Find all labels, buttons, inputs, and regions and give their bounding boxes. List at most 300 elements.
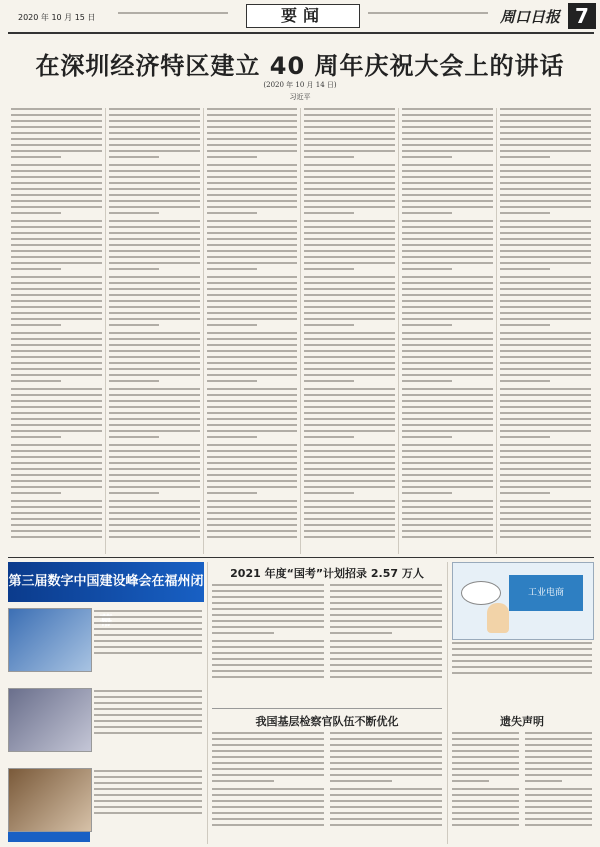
text-line [402, 424, 493, 426]
text-line [304, 318, 395, 320]
text-line [11, 312, 102, 314]
text-line [11, 220, 102, 222]
text-line [500, 418, 591, 420]
text-line [94, 634, 202, 636]
text-line [207, 182, 298, 184]
text-line [330, 806, 442, 808]
text-line [212, 794, 324, 796]
text-line [402, 282, 493, 284]
text-line [500, 232, 591, 234]
text-line [207, 164, 298, 166]
text-line [207, 524, 298, 526]
text-line [330, 590, 442, 592]
text-line [304, 474, 395, 476]
text-column [106, 108, 204, 554]
text-line [207, 108, 298, 110]
text-line [500, 424, 591, 426]
text-line [525, 788, 592, 790]
text-line [500, 406, 591, 408]
text-line [304, 126, 395, 128]
text-line [402, 524, 493, 526]
text-line [304, 418, 395, 420]
text-line [402, 156, 452, 158]
text-line [330, 794, 442, 796]
text-line [207, 412, 298, 414]
text-line [525, 800, 592, 802]
text-line [212, 756, 324, 758]
text-line [500, 220, 591, 222]
text-line [402, 294, 493, 296]
text-line [11, 306, 102, 308]
speech-bubble [461, 581, 501, 605]
text-line [207, 424, 298, 426]
text-line [109, 424, 200, 426]
text-line [207, 200, 298, 202]
text-line [452, 654, 592, 656]
text-line [304, 436, 354, 438]
text-line [452, 762, 519, 764]
text-line [109, 324, 159, 326]
text-line [304, 462, 395, 464]
text-line [304, 480, 395, 482]
text-line [207, 388, 298, 390]
text-line [11, 456, 102, 458]
text-line [207, 176, 298, 178]
text-line [11, 108, 102, 110]
text-line [94, 776, 202, 778]
text-line [452, 768, 519, 770]
text-line [207, 518, 298, 520]
text-line [207, 332, 298, 334]
text-line [109, 120, 200, 122]
text-line [330, 756, 442, 758]
story-body [212, 732, 442, 830]
text-line [500, 400, 591, 402]
text-line [11, 350, 102, 352]
text-line [402, 206, 493, 208]
text-line [11, 400, 102, 402]
text-line [402, 212, 452, 214]
text-line [330, 658, 442, 660]
notice-body [452, 732, 592, 830]
text-line [207, 394, 298, 396]
text-line [525, 824, 592, 826]
text-line [11, 430, 102, 432]
text-line [207, 232, 298, 234]
text-line [207, 262, 298, 264]
text-line [402, 486, 493, 488]
editor-credit [118, 12, 228, 18]
text-line [402, 450, 493, 452]
text-line [11, 518, 102, 520]
text-line [11, 188, 102, 190]
text-line [330, 626, 442, 628]
text-line [452, 794, 519, 796]
text-line [109, 394, 200, 396]
column-divider [207, 562, 208, 844]
contact-line [368, 12, 488, 18]
text-line [11, 226, 102, 228]
text-line [109, 144, 200, 146]
text-line [330, 750, 442, 752]
text-line [109, 108, 200, 110]
text-line [330, 632, 392, 634]
text-line [11, 200, 102, 202]
text-line [500, 182, 591, 184]
text-line [109, 536, 200, 538]
text-line [109, 176, 200, 178]
text-line [94, 628, 202, 630]
text-line [304, 206, 395, 208]
text-line [402, 306, 493, 308]
text-line [207, 238, 298, 240]
text-line [212, 652, 324, 654]
text-line [109, 200, 200, 202]
text-line [207, 456, 298, 458]
text-line [207, 380, 257, 382]
text-line [109, 226, 200, 228]
text-line [500, 338, 591, 340]
text-line [207, 500, 298, 502]
text-line [452, 780, 489, 782]
text-line [402, 512, 493, 514]
text-line [109, 518, 200, 520]
text-line [11, 412, 102, 414]
text-line [402, 144, 493, 146]
text-line [212, 658, 324, 660]
text-line [500, 114, 591, 116]
text-line [11, 474, 102, 476]
text-line [304, 276, 395, 278]
text-line [212, 812, 324, 814]
text-line [452, 642, 592, 644]
text-line [11, 500, 102, 502]
text-line [109, 156, 159, 158]
text-line [525, 738, 592, 740]
text-line [109, 250, 200, 252]
text-line [304, 362, 395, 364]
text-line [500, 294, 591, 296]
text-line [11, 232, 102, 234]
text-line [330, 652, 442, 654]
text-line [109, 232, 200, 234]
text-column [399, 108, 497, 554]
text-line [525, 774, 592, 776]
text-line [11, 444, 102, 446]
text-line [212, 762, 324, 764]
text-line [207, 368, 298, 370]
text-line [402, 176, 493, 178]
text-line [500, 388, 591, 390]
text-line [109, 194, 200, 196]
article-author: 习近平 [289, 93, 311, 101]
text-line [304, 150, 395, 152]
issue-date: 2020 年 10 月 15 日 [18, 13, 96, 22]
text-line [11, 394, 102, 396]
text-line [304, 506, 395, 508]
text-line [500, 380, 550, 382]
text-line [11, 294, 102, 296]
text-line [500, 212, 550, 214]
text-line [402, 300, 493, 302]
text-line [500, 468, 591, 470]
text-line [452, 732, 519, 734]
text-line [304, 156, 354, 158]
text-line [11, 338, 102, 340]
text-line [207, 474, 298, 476]
summit-photo [8, 608, 92, 672]
section-divider [8, 557, 594, 558]
text-line [207, 338, 298, 340]
text-line [500, 430, 591, 432]
text-line [207, 114, 298, 116]
text-line [109, 138, 200, 140]
text-line [11, 436, 61, 438]
text-line [94, 788, 202, 790]
text-line [94, 732, 202, 734]
text-line [212, 640, 324, 642]
text-line [109, 436, 159, 438]
text-line [304, 530, 395, 532]
text-line [330, 584, 442, 586]
text-line [207, 318, 298, 320]
text-line [11, 530, 102, 532]
text-line [304, 238, 395, 240]
text-line [109, 312, 200, 314]
text-line [207, 350, 298, 352]
text-line [109, 212, 159, 214]
text-line [402, 388, 493, 390]
text-line [207, 226, 298, 228]
text-line [402, 120, 493, 122]
text-line [500, 368, 591, 370]
story-headline: 我国基层检察官队伍不断优化 [255, 715, 399, 728]
text-line [402, 362, 493, 364]
text-line [212, 590, 324, 592]
text-line [500, 332, 591, 334]
text-line [94, 646, 202, 648]
text-line [452, 744, 519, 746]
text-line [207, 288, 298, 290]
text-line [207, 406, 298, 408]
text-line [330, 608, 442, 610]
text-column [301, 108, 399, 554]
text-line [304, 306, 395, 308]
text-line [11, 344, 102, 346]
text-line [109, 338, 200, 340]
text-line [452, 756, 519, 758]
text-line [402, 480, 493, 482]
text-line [330, 762, 442, 764]
text-line [500, 194, 591, 196]
text-line [207, 256, 298, 258]
text-line [109, 288, 200, 290]
text-line [109, 344, 200, 346]
text-line [402, 506, 493, 508]
text-line [207, 212, 257, 214]
text-line [452, 800, 519, 802]
text-line [207, 150, 298, 152]
text-line [402, 126, 493, 128]
text-line [402, 268, 452, 270]
text-line [402, 150, 493, 152]
text-line [109, 468, 200, 470]
text-line [212, 620, 324, 622]
text-line [500, 500, 591, 502]
notice-headline: 遗失声明 [500, 715, 544, 728]
text-line [525, 762, 592, 764]
text-line [402, 474, 493, 476]
text-line [500, 374, 591, 376]
text-line [304, 282, 395, 284]
text-line [330, 640, 442, 642]
text-line [304, 262, 395, 264]
caption-tag [8, 832, 90, 842]
text-line [207, 430, 298, 432]
text-line [207, 282, 298, 284]
photo-caption [94, 610, 202, 658]
text-line [94, 800, 202, 802]
text-line [207, 220, 298, 222]
text-line [402, 492, 452, 494]
text-line [212, 670, 324, 672]
text-line [11, 114, 102, 116]
text-line [304, 344, 395, 346]
text-line [402, 332, 493, 334]
text-line [402, 468, 493, 470]
text-line [402, 418, 493, 420]
text-line [452, 750, 519, 752]
text-line [11, 374, 102, 376]
text-line [11, 132, 102, 134]
text-line [500, 456, 591, 458]
text-line [11, 450, 102, 452]
text-line [304, 512, 395, 514]
text-line [11, 388, 102, 390]
text-line [212, 818, 324, 820]
text-line [109, 276, 200, 278]
text-line [402, 444, 493, 446]
text-line [94, 616, 202, 618]
text-line [330, 744, 442, 746]
text-line [109, 244, 200, 246]
text-line [402, 226, 493, 228]
text-line [109, 356, 200, 358]
text-line [94, 640, 202, 642]
text-line [11, 512, 102, 514]
text-line [11, 288, 102, 290]
text-line [304, 536, 395, 538]
text-line [525, 812, 592, 814]
text-line [330, 670, 442, 672]
text-line [94, 794, 202, 796]
text-line [109, 400, 200, 402]
text-line [330, 602, 442, 604]
text-line [304, 492, 354, 494]
text-line [212, 602, 324, 604]
text-line [525, 744, 592, 746]
text-line [500, 226, 591, 228]
text-line [109, 450, 200, 452]
cartoon-figure [487, 603, 509, 633]
text-line [500, 450, 591, 452]
text-line [452, 806, 519, 808]
text-line [109, 500, 200, 502]
text-line [304, 406, 395, 408]
text-line [11, 170, 102, 172]
text-line [207, 374, 298, 376]
text-line [368, 12, 488, 14]
text-line [304, 176, 395, 178]
text-line [109, 456, 200, 458]
text-line [402, 430, 493, 432]
text-line [212, 738, 324, 740]
text-line [402, 220, 493, 222]
text-line [330, 800, 442, 802]
text-line [500, 138, 591, 140]
text-line [402, 194, 493, 196]
text-line [402, 318, 493, 320]
text-line [212, 646, 324, 648]
text-line [500, 506, 591, 508]
text-line [304, 332, 395, 334]
text-line [402, 400, 493, 402]
text-line [500, 170, 591, 172]
text-line [94, 696, 202, 698]
text-line [304, 412, 395, 414]
text-line [304, 500, 395, 502]
text-line [500, 276, 591, 278]
text-line [94, 812, 202, 814]
text-line [304, 144, 395, 146]
text-line [109, 182, 200, 184]
text-line [500, 176, 591, 178]
summit-photo [8, 688, 92, 752]
text-line [212, 608, 324, 610]
text-line [109, 262, 200, 264]
text-line [500, 474, 591, 476]
text-line [212, 774, 324, 776]
text-line [109, 294, 200, 296]
text-line [207, 126, 298, 128]
text-line [402, 200, 493, 202]
text-line [11, 380, 61, 382]
text-column [204, 108, 302, 554]
text-line [207, 132, 298, 134]
text-line [207, 356, 298, 358]
text-line [402, 412, 493, 414]
text-line [304, 200, 395, 202]
page-title: 在深圳经济特区建立 40 周年庆祝大会上的讲话 [35, 52, 565, 80]
text-line [402, 170, 493, 172]
masthead [0, 0, 600, 32]
story-divider [212, 708, 442, 709]
text-line [452, 818, 519, 820]
text-line [452, 660, 592, 662]
text-line [304, 220, 395, 222]
text-line [109, 486, 200, 488]
text-line [402, 462, 493, 464]
text-line [402, 368, 493, 370]
text-line [452, 824, 519, 826]
text-line [500, 268, 550, 270]
text-line [500, 344, 591, 346]
text-line [109, 492, 159, 494]
text-line [304, 380, 354, 382]
text-line [207, 244, 298, 246]
text-line [212, 806, 324, 808]
text-line [109, 444, 200, 446]
